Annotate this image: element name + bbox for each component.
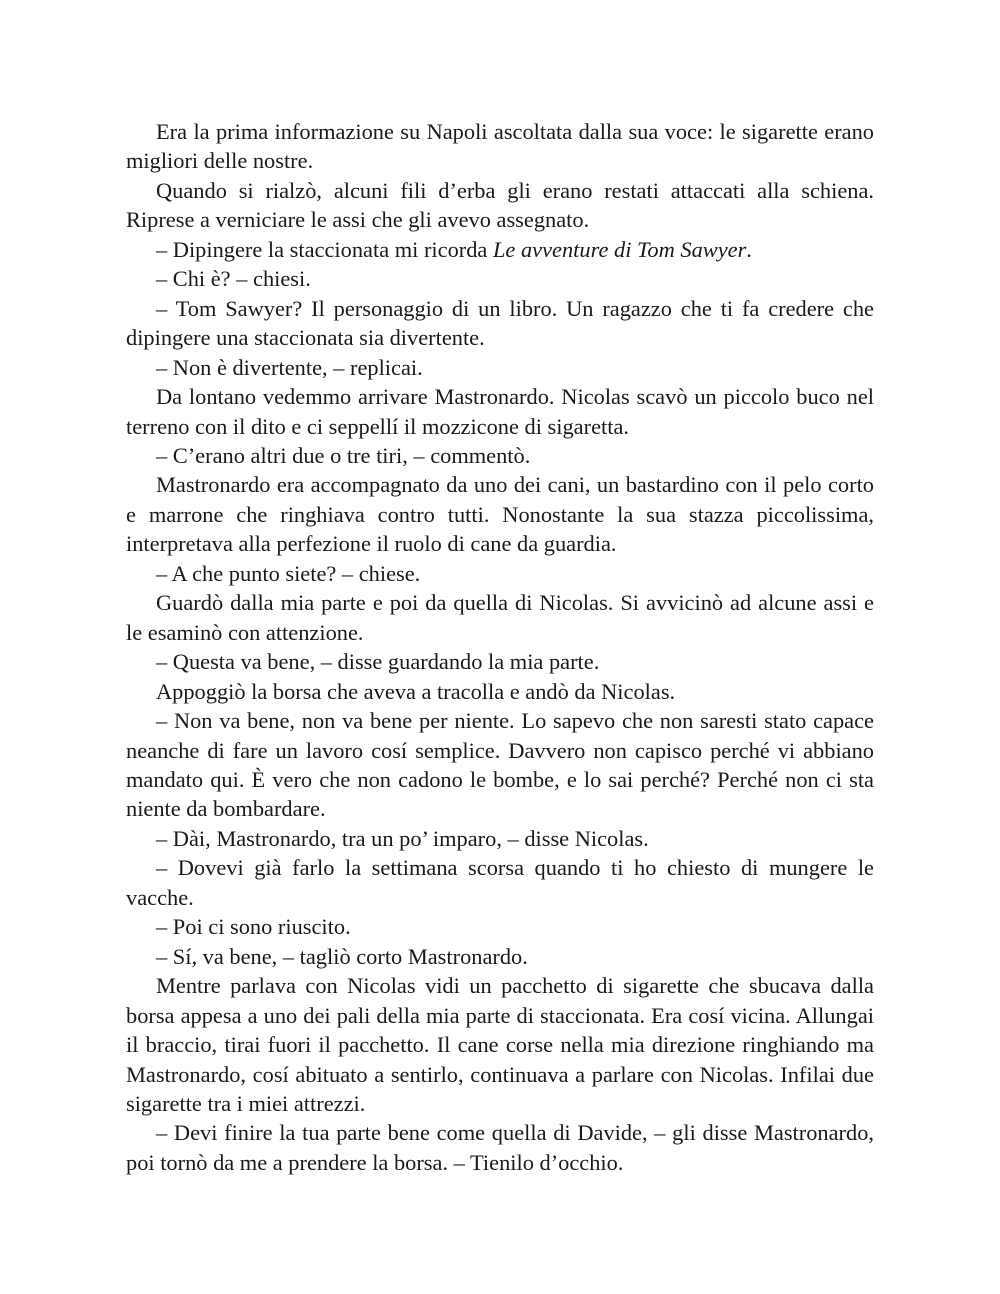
paragraph: – Devi finire la tua parte bene come quella di Davide, – gli disse Mastronardo, poi tornò da me a prendere la borsa. – Tienilo d’occhio. <box>126 1120 874 1175</box>
paragraph: Quando si rialzò, alcuni fili d’erba gli erano restati attaccati alla schiena. Riprese a verniciare le assi che gli avevo assegnato. <box>126 177 874 233</box>
paragraph: – Sí, va bene, – tagliò corto Mastronardo. <box>156 943 528 969</box>
paragraph: – C’erano altri due o tre tiri, – commentò. <box>156 442 531 468</box>
paragraph: – Non va bene, non va bene per niente. Lo sapevo che non saresti stato capace neanche di fare un lavoro cosí semplice. Davvero non capisco perché vi abbiano mandato qui. È vero che non cadono le bombe, e lo sai perché? Perché non ci sta niente da bombardare. <box>126 708 874 822</box>
book-title: Le avventure di Tom Sawyer <box>492 236 747 262</box>
paragraph: – Non è divertente, – replicai. <box>156 354 423 380</box>
paragraph: Guardò dalla mia parte e poi da quella di Nicolas. Si avvicinò ad alcune assi e le esaminò con attenzione. <box>126 590 874 645</box>
paragraph: Era la prima informazione su Napoli ascoltata dalla sua voce: le sigarette erano migliori delle nostre. <box>126 119 874 174</box>
paragraph-text: . <box>746 236 752 262</box>
paragraph: – Dovevi già farlo la settimana scorsa quando ti ho chiesto di mungere le vacche. <box>126 855 874 910</box>
paragraph: Mentre parlava con Nicolas vidi un pacchetto di sigarette che sbucava dalla borsa appesa a uno dei pali della mia parte di staccionata. Era cosí vicina. Allungai il braccio, tirai fuori il pacchetto. Il cane corse nella mia direzione ringhiando ma Mastronardo, cosí abituato a sentirlo, continuava a parlare con Nicolas. Infilai due sigarette tra i miei attrezzi. <box>126 973 874 1116</box>
paragraph: – Dài, Mastronardo, tra un po’ imparo, – disse Nicolas. <box>156 825 649 851</box>
paragraph: – Tom Sawyer? Il personaggio di un libro. Un ragazzo che ti fa credere che dipingere una staccionata sia divertente. <box>126 295 874 351</box>
paragraph: Mastronardo era accompagnato da uno dei cani, un bastardino con il pelo corto e marrone che ringhiava contro tutti. Nonostante la sua stazza piccolissima, interpretava alla perfezione il ruolo di cane da guardia. <box>126 472 874 557</box>
paragraph: – A che punto siete? – chiese. <box>156 560 421 586</box>
paragraph: – Poi ci sono riuscito. <box>156 914 351 940</box>
paragraph <box>126 235 874 264</box>
paragraph: – Questa va bene, – disse guardando la mia parte. <box>156 649 600 675</box>
paragraph: Appoggiò la borsa che aveva a tracolla e andò da Nicolas. <box>156 678 676 704</box>
book-page <box>126 117 874 1177</box>
paragraph: Da lontano vedemmo arrivare Mastronardo. Nicolas scavò un piccolo buco nel terreno con il dito e ci seppellí il mozzicone di sigaretta. <box>126 384 874 439</box>
paragraph-text: – Dipingere la staccionata mi ricorda <box>156 236 493 262</box>
paragraph: – Chi è? – chiesi. <box>156 266 311 292</box>
